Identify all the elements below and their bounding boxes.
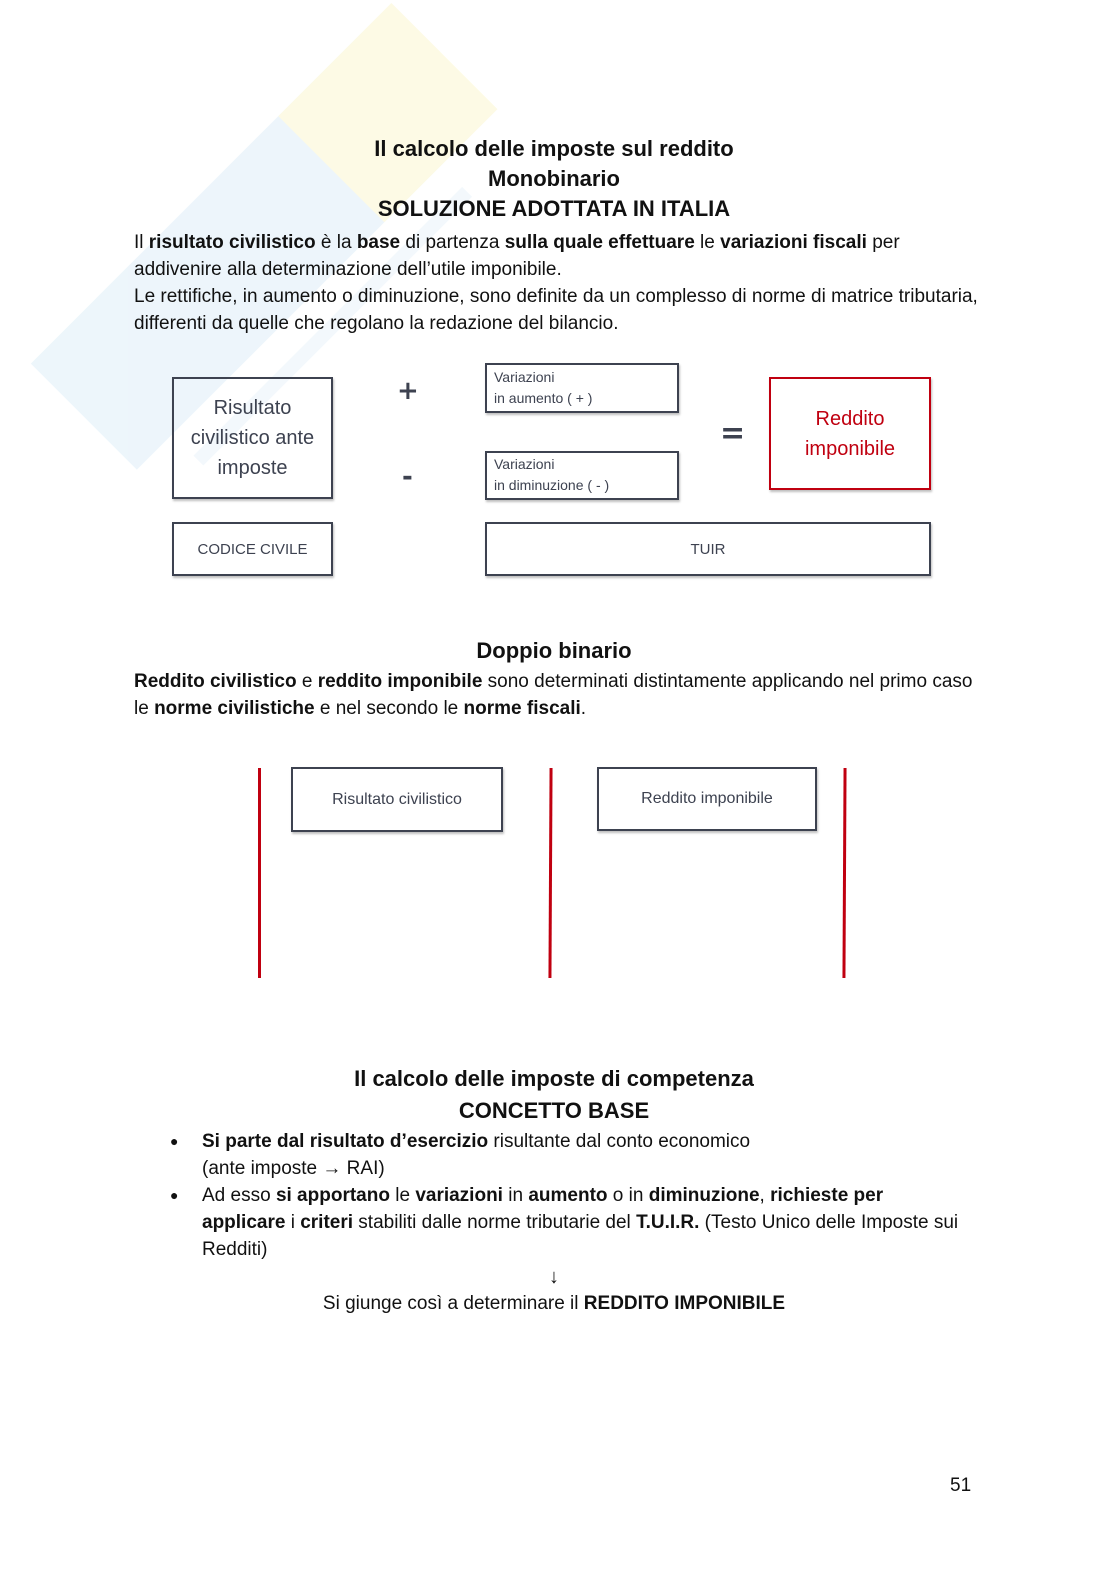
section3-title	[0, 1063, 1108, 1127]
section2-title: Doppio binario	[476, 638, 632, 663]
codice-civile-box	[172, 522, 333, 576]
text: le	[694, 232, 721, 253]
bold-text: Si parte dal risultato d’esercizio	[202, 1131, 489, 1152]
text: .	[580, 698, 587, 719]
box-label: in aumento ( + )	[494, 390, 593, 406]
risultato-civilistico-box	[172, 377, 333, 499]
text: Si giunge così a determinare il	[322, 1293, 584, 1314]
plus-sign: +	[397, 376, 419, 406]
subtitle-line: SOLUZIONE ADOTTATA IN ITALIA	[377, 196, 731, 221]
page-number: 51	[950, 1475, 972, 1496]
bold-text: variazioni	[415, 1185, 503, 1206]
subtitle-line: CONCETTO BASE	[458, 1098, 650, 1123]
list-item	[170, 1128, 960, 1182]
text: e	[296, 671, 318, 692]
minus-sign: -	[402, 462, 413, 492]
equals-sign: =	[720, 416, 746, 451]
box-label: Reddito imponibile	[641, 790, 773, 807]
box-label: Variazioni	[494, 369, 555, 385]
bold-text: reddito imponibile	[317, 671, 483, 692]
section2-paragraph	[134, 668, 984, 722]
bold-text: base	[356, 232, 401, 253]
bold-text: richieste per applicare	[202, 1185, 884, 1233]
box-label: Variazioni	[494, 456, 555, 472]
subtitle-line: Monobinario	[488, 166, 620, 191]
box-label: in diminuzione ( - )	[494, 477, 610, 493]
bold-text: Reddito civilistico	[134, 671, 297, 692]
section1-paragraph	[134, 229, 984, 337]
box-label: Risultato civilistico	[332, 790, 462, 808]
reddito-imponibile-box	[769, 377, 931, 490]
bold-text: aumento	[528, 1185, 608, 1206]
down-arrow-icon: ↓	[549, 1266, 559, 1288]
text: Il	[134, 232, 149, 253]
bold-text: T.U.I.R.	[636, 1212, 700, 1233]
bold-text: norme civilistiche	[154, 698, 315, 719]
text: è la	[315, 232, 357, 253]
text: sono determinati distintamente applicando nel primo caso le	[134, 671, 973, 719]
text: i	[285, 1212, 301, 1233]
variazioni-aumento-box	[485, 363, 679, 413]
text: per addivenire alla determinazione dell’utile imponibile.	[134, 232, 900, 280]
text: (Testo Unico delle Imposte sui Redditi)	[202, 1212, 959, 1260]
reddito-imponibile-box-2	[597, 767, 817, 831]
section1-title	[0, 134, 1108, 224]
divider-line	[258, 768, 261, 978]
text: ,	[759, 1185, 771, 1206]
box-label: Reddito imponibile	[804, 407, 896, 460]
divider-line	[842, 768, 846, 978]
variazioni-diminuzione-box	[485, 451, 679, 500]
text: Ad esso	[202, 1185, 276, 1206]
risultato-civilistico-box-2	[291, 767, 503, 832]
box-label: TUIR	[690, 540, 726, 558]
bold-text: risultato civilistico	[148, 232, 316, 253]
text: di partenza	[400, 232, 505, 253]
title-line: Il calcolo delle imposte di competenza	[354, 1066, 754, 1091]
list-item	[170, 1182, 960, 1263]
text: Le rettifiche, in aumento o diminuzione, sono definite da un complesso di norme di matrice tributaria, differenti da quelle che regolano la redazione del bilancio.	[134, 286, 978, 334]
bold-text: norme fiscali	[463, 698, 581, 719]
title-line: Il calcolo delle imposte sul reddito	[374, 136, 734, 161]
bold-text: diminuzione	[648, 1185, 760, 1206]
box-label: CODICE CIVILE	[197, 540, 308, 558]
text: stabiliti dalle norme tributarie del	[353, 1212, 637, 1233]
bold-text: REDDITO IMPONIBILE	[583, 1293, 786, 1314]
bold-text: sulla quale effettuare	[504, 232, 695, 253]
text: risultante dal conto economico (ante imposte → RAI)	[202, 1131, 751, 1179]
bullet-list	[170, 1128, 960, 1263]
text: le	[389, 1185, 416, 1206]
text: o in	[607, 1185, 649, 1206]
bold-text: variazioni fiscali	[720, 232, 867, 253]
conclusion-text	[0, 1292, 1108, 1316]
divider-line	[548, 768, 552, 978]
bold-text: si apportano	[275, 1185, 390, 1206]
text: in	[502, 1185, 529, 1206]
bold-text: criteri	[300, 1212, 354, 1233]
box-label: Risultato civilistico ante imposte	[190, 397, 315, 479]
text: e nel secondo le	[314, 698, 464, 719]
tuir-box	[485, 522, 931, 576]
